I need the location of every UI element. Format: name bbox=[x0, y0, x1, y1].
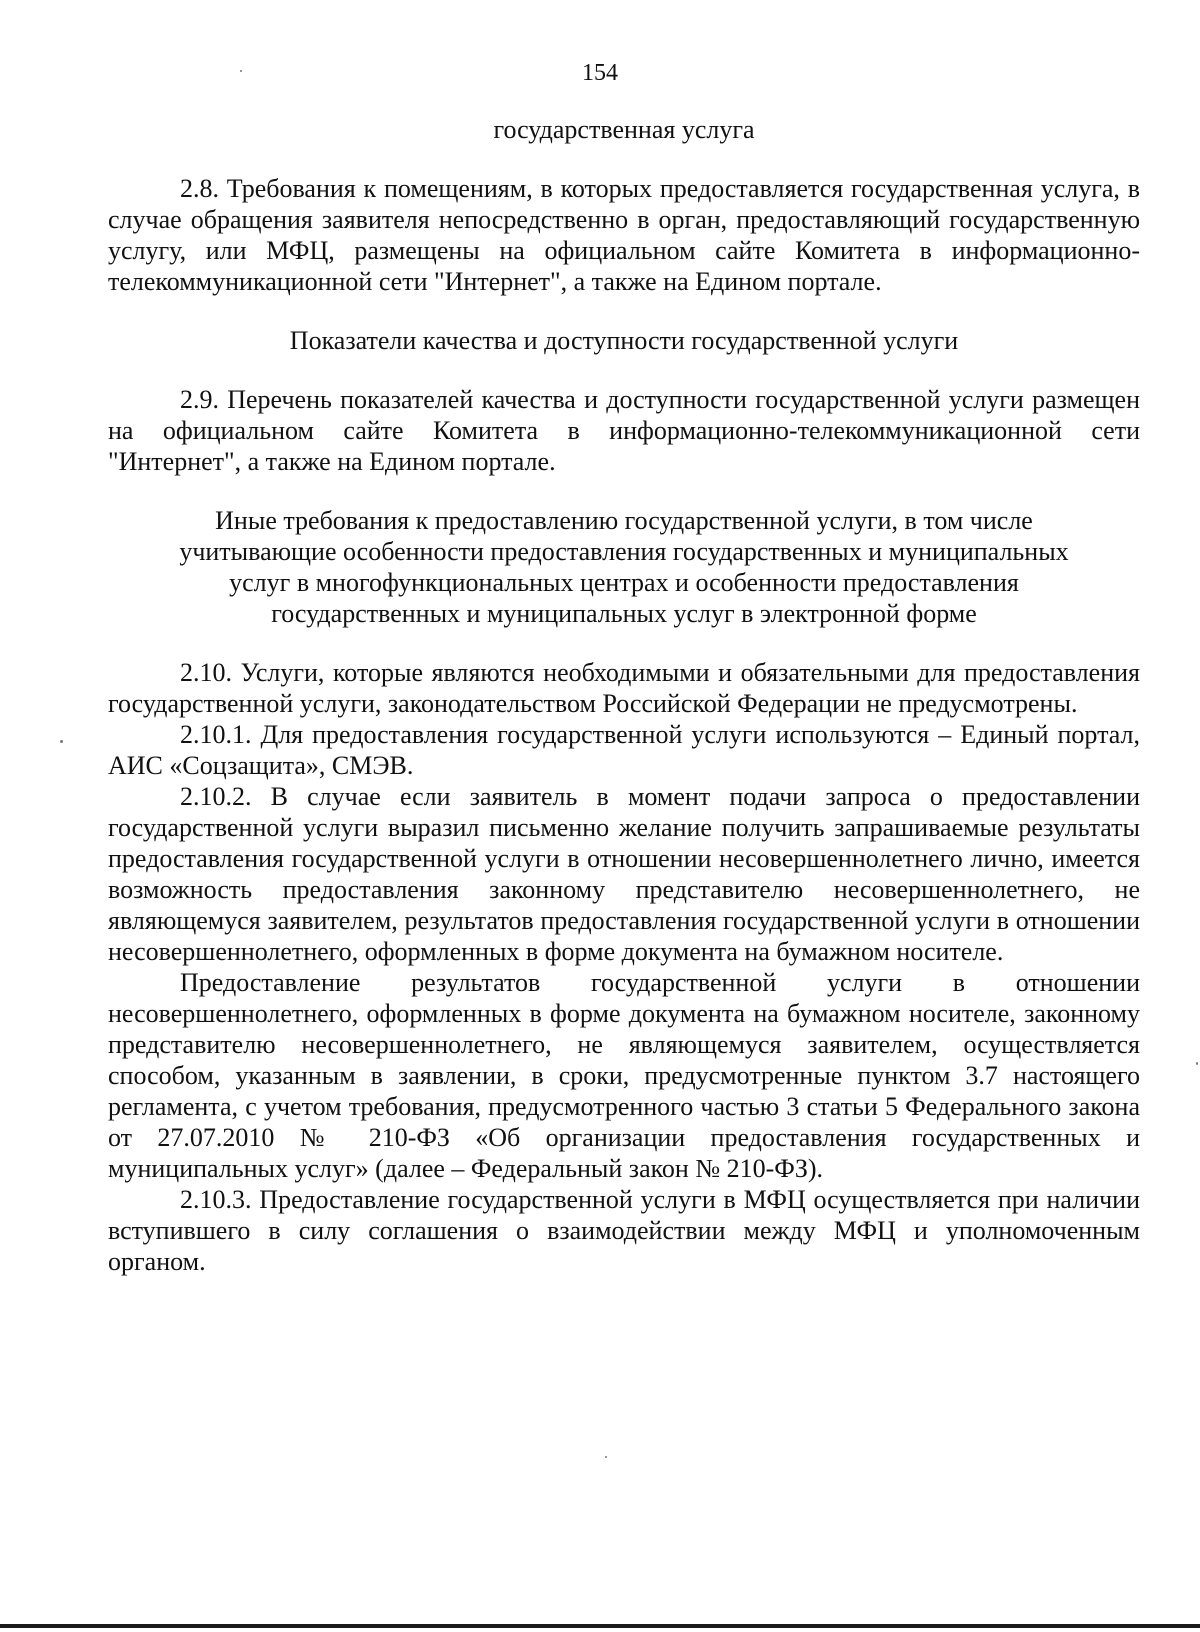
heading-line-2: учитывающие особенности предоставления государственных и муниципальных bbox=[179, 537, 1069, 566]
paragraph-2-10-2: 2.10.2. В случае если заявитель в момент подачи запроса о предоставлении государственной услуги выразил письменно желание получить запрашиваемые результаты предоставления государственной услуги в отношении несовершеннолетнего лично, имеется возможность предоставления законному представителю несовершеннолетнего, не являющемуся заявителем, результатов предоставления государственной услуги в отношении несовершеннолетнего, оформленных в форме документа на бумажном носителе. bbox=[108, 782, 1140, 966]
paragraph-2-8: 2.8. Требования к помещениям, в которых предоставляется государственная услуга, в случае обращения заявителя непосредственно в орган, предоставляющий государственную услугу, или МФЦ, размещены на официальном сайте Комитета в информационно-телекоммуникационной сети "Интернет", а также на Едином портале. bbox=[108, 174, 1140, 296]
paragraph-2-9: 2.9. Перечень показателей качества и доступности государственной услуги размещен на официальном сайте Комитета в информационно-телекоммуникационной сети "Интернет", а также на Едином портале. bbox=[108, 385, 1140, 476]
scan-speck bbox=[605, 1456, 607, 1458]
document-body bbox=[108, 114, 1140, 1277]
heading-line-1: Иные требования к предоставлению государственной услуги, в том числе bbox=[215, 506, 1033, 535]
heading-line-3: услуг в многофункциональных центрах и особенности предоставления bbox=[229, 568, 1019, 597]
heading-line-4: государственных и муниципальных услуг в электронной форме bbox=[271, 599, 977, 628]
section-heading-other-requirements bbox=[108, 505, 1140, 629]
continued-heading-line: государственная услуга bbox=[493, 115, 755, 144]
paragraph-2-10-1: 2.10.1. Для предоставления государственной услуги используются – Единый портал, АИС «Соцзащита», СМЭВ. bbox=[108, 720, 1140, 780]
paragraph-2-10: 2.10. Услуги, которые являются необходимыми и обязательными для предоставления государственной услуги, законодательством Российской Федерации не предусмотрены. bbox=[108, 658, 1140, 718]
page-number: 154 bbox=[582, 60, 618, 86]
scan-speck bbox=[240, 70, 242, 72]
section-heading-quality: Показатели качества и доступности государственной услуги bbox=[289, 326, 959, 355]
paragraph-2-10-2-continued: Предоставление результатов государственной услуги в отношении несовершеннолетнего, оформленных в форме документа на бумажном носителе, законному представителю несовершеннолетнего, не являющемуся заявителем, осуществляется способом, указанным в заявлении, в сроки, предусмотренные пунктом 3.7 настоящего регламента, с учетом требования, предусмотренного частью 3 статьи 5 Федерального закона от 27.07.2010 № 210-ФЗ «Об организации предоставления государственных и муниципальных услуг» (далее – Федеральный закон № 210-ФЗ). bbox=[108, 968, 1140, 1183]
scan-edge-bar bbox=[0, 1624, 1200, 1628]
scan-speck bbox=[60, 740, 63, 743]
paragraph-2-10-3: 2.10.3. Предоставление государственной услуги в МФЦ осуществляется при наличии вступившего в силу соглашения о взаимодействии между МФЦ и уполномоченным органом. bbox=[108, 1185, 1140, 1276]
scan-speck bbox=[1196, 1062, 1198, 1065]
